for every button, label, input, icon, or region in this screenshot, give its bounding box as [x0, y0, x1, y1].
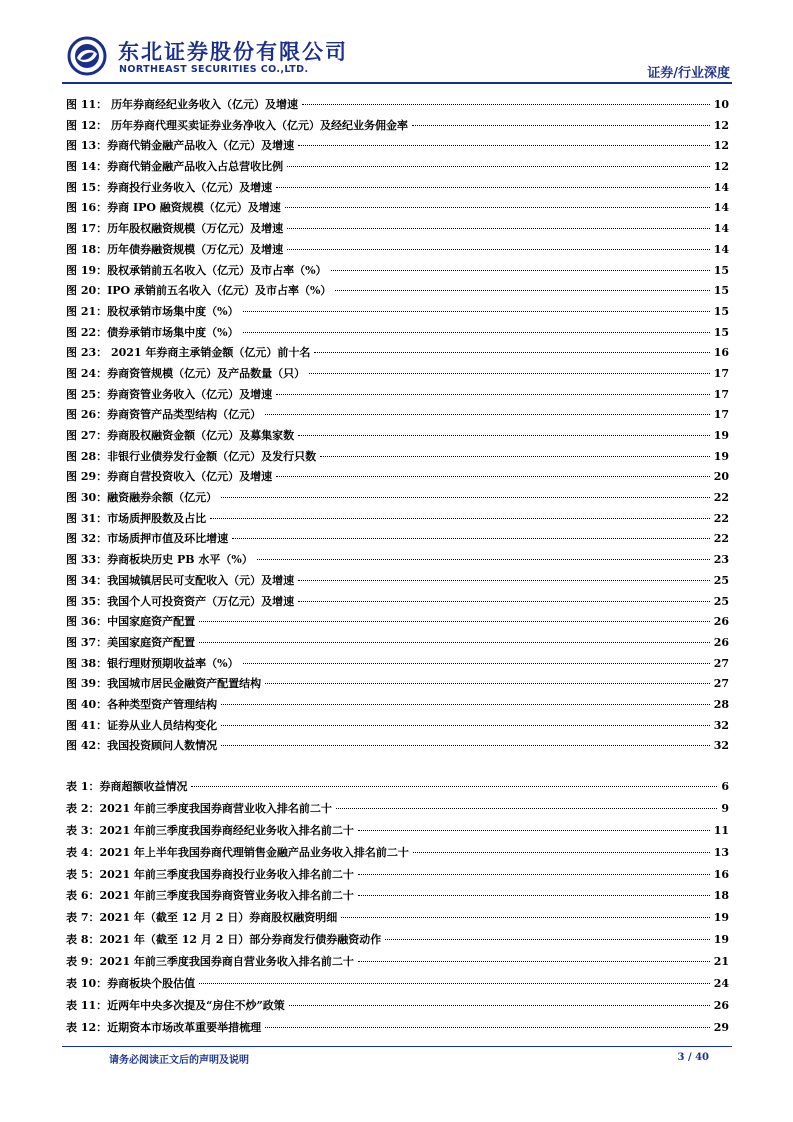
toc-table-entry[interactable]	[66, 800, 729, 822]
toc-figure-entry-page: 23	[713, 553, 729, 567]
dot-leader	[298, 580, 710, 581]
dot-leader	[314, 352, 709, 353]
company-name-cn: 东北证券股份有限公司	[118, 40, 348, 64]
toc-figure-entry[interactable]	[66, 117, 729, 138]
toc-figure-entry-label: 图 14：券商代销金融产品收入占总营收比例	[66, 160, 284, 174]
toc-figure-entry-page: 27	[713, 656, 729, 670]
northeast-securities-logo-icon	[67, 36, 107, 76]
toc-figure-entry-page: 22	[713, 511, 729, 525]
toc-table-entry-label: 表 4：2021 年上半年我国券商代理销售金融产品业务收入排名前二十	[66, 845, 409, 859]
dot-leader	[276, 187, 710, 188]
toc-figure-entry-label: 图 20：IPO 承销前五名收入（亿元）及市占率（%）	[66, 284, 332, 298]
toc-figure-entry[interactable]	[66, 737, 729, 758]
toc-figure-entry[interactable]	[66, 344, 729, 365]
toc-table-entry-page: 26	[713, 998, 729, 1012]
toc-table-entry-label: 表 8：2021 年（截至 12 月 2 日）部分券商发行债券融资动作	[66, 933, 382, 947]
toc-table-entry[interactable]	[66, 844, 729, 866]
dot-leader	[276, 476, 710, 477]
toc-figure-entry[interactable]	[66, 468, 729, 489]
dot-leader	[285, 207, 710, 208]
toc-figure-entry-label: 图 40：各种类型资产管理结构	[66, 697, 218, 711]
dot-leader	[232, 538, 710, 539]
toc-figure-entry-label: 图 25：券商资管业务收入（亿元）及增速	[66, 387, 273, 401]
toc-table-entry-page: 19	[713, 933, 729, 947]
toc-figure-entry[interactable]	[66, 386, 729, 407]
toc-figure-entry-page: 16	[713, 346, 729, 360]
toc-figure-entry-label: 图 32：市场质押市值及环比增速	[66, 532, 229, 546]
dot-leader	[257, 559, 710, 560]
toc-figure-entry-page: 32	[713, 718, 729, 732]
toc-figure-entry-page: 27	[713, 677, 729, 691]
toc-table-entry[interactable]	[66, 822, 729, 844]
toc-figure-entry[interactable]	[66, 530, 729, 551]
toc-figure-entry-page: 14	[713, 180, 729, 194]
toc-figure-entry-page: 10	[713, 98, 729, 111]
toc-figure-entry[interactable]	[66, 613, 729, 634]
toc-table-entry[interactable]	[66, 866, 729, 888]
toc-table-entry-page: 18	[713, 889, 729, 903]
figure-index	[66, 96, 729, 758]
toc-figure-entry-label: 图 34：我国城镇居民可支配收入（元）及增速	[66, 573, 295, 587]
toc-figure-entry-label: 图 28：非银行业债券发行金额（亿元）及发行只数	[66, 449, 317, 463]
toc-table-entry-label: 表 10：券商板块个股估值	[66, 977, 196, 991]
dot-leader	[385, 939, 709, 940]
toc-figure-entry-page: 25	[713, 594, 729, 608]
toc-table-entry-page: 9	[721, 801, 729, 815]
toc-figure-entry-label: 图 22：债券承销市场集中度（%）	[66, 325, 239, 339]
toc-table-entry[interactable]	[66, 953, 729, 975]
toc-table-entry-label: 表 3：2021 年前三季度我国券商经纪业务收入排名前二十	[66, 823, 354, 837]
toc-figure-entry-label: 图 36：中国家庭资产配置	[66, 615, 196, 629]
toc-figure-entry-page: 26	[713, 615, 729, 629]
toc-table-entry-page: 6	[721, 780, 729, 793]
dot-leader	[243, 663, 710, 664]
toc-figure-entry[interactable]	[66, 448, 729, 469]
toc-table-entry-label: 表 9：2021 年前三季度我国券商自营业务收入排名前二十	[66, 955, 354, 969]
dot-leader	[413, 852, 710, 853]
toc-table-entry-label: 表 2：2021 年前三季度我国券商营业收入排名前二十	[66, 801, 332, 815]
toc-figure-entry[interactable]	[66, 324, 729, 345]
toc-figure-entry[interactable]	[66, 489, 729, 510]
toc-figure-entry-page: 12	[713, 160, 729, 174]
toc-figure-entry-label: 图 15：券商投行业务收入（亿元）及增速	[66, 180, 273, 194]
toc-table-entry-label: 表 11：近两年中央多次提及“房住不炒”政策	[66, 998, 285, 1012]
toc-figure-entry-label: 图 27：券商股权融资金额（亿元）及募集家数	[66, 429, 295, 442]
toc-figure-entry-label: 图 21：股权承销市场集中度（%）	[66, 304, 239, 318]
toc-table-entry-label: 表 12：近期资本市场改革重要举措梳理	[66, 1020, 262, 1034]
toc-figure-entry-page: 22	[713, 491, 729, 505]
toc-figure-entry[interactable]	[66, 241, 729, 262]
toc-figure-entry-label: 图 31：市场质押股数及占比	[66, 511, 207, 525]
dot-leader	[191, 786, 717, 787]
toc-figure-entry-page: 28	[713, 697, 729, 711]
dot-leader	[320, 456, 710, 457]
toc-figure-entry-label: 图 30：融资融券余额（亿元）	[66, 491, 218, 505]
dot-leader	[358, 895, 710, 896]
toc-figure-entry-page: 12	[713, 118, 729, 132]
toc-figure-entry[interactable]	[66, 427, 729, 448]
dot-leader	[243, 332, 710, 333]
dot-leader	[199, 621, 710, 622]
dot-leader	[358, 961, 710, 962]
dot-leader	[276, 394, 710, 395]
toc-figure-entry-label: 图 35：我国个人可投资资产（万亿元）及增速	[66, 594, 295, 608]
dot-leader	[298, 601, 710, 602]
toc-figure-entry-page: 26	[713, 635, 729, 649]
toc-table-entry-page: 24	[713, 977, 729, 991]
toc-table-entry-page: 13	[713, 845, 729, 859]
toc-table-entry[interactable]	[66, 1019, 729, 1041]
toc-table-entry[interactable]	[66, 975, 729, 997]
dot-leader	[309, 373, 710, 374]
dot-leader	[331, 270, 710, 271]
toc-figure-entry-page: 15	[713, 263, 729, 277]
toc-figure-entry-page: 15	[713, 284, 729, 298]
table-index	[66, 778, 729, 1041]
dot-leader	[243, 311, 710, 312]
toc-figure-entry-page: 32	[713, 739, 729, 753]
dot-leader	[289, 1005, 710, 1006]
disclaimer-note: 请务必阅读正文后的声明及说明	[109, 1055, 249, 1066]
toc-table-entry-page: 29	[713, 1020, 729, 1034]
dot-leader	[210, 518, 710, 519]
header-divider	[62, 82, 732, 84]
toc-table-entry-label: 表 7：2021 年（截至 12 月 2 日）券商股权融资明细	[66, 911, 338, 925]
toc-figure-entry-label: 图 13：券商代销金融产品收入（亿元）及增速	[66, 139, 295, 153]
toc-figure-entry-label: 图 18：历年债券融资规模（万亿元）及增速	[66, 242, 284, 256]
toc-figure-entry[interactable]	[66, 262, 729, 283]
dot-leader	[265, 683, 710, 684]
dot-leader	[221, 745, 710, 746]
dot-leader	[341, 917, 709, 918]
toc-figure-entry-page: 19	[713, 429, 729, 442]
toc-table-entry[interactable]	[66, 778, 729, 800]
toc-table-entry-page: 16	[713, 867, 729, 881]
toc-figure-entry-page: 14	[713, 201, 729, 215]
toc-figure-entry-page: 15	[713, 325, 729, 339]
toc-figure-entry[interactable]	[66, 282, 729, 303]
toc-figure-entry-page: 12	[713, 139, 729, 153]
page-number: 3 / 40	[677, 1052, 709, 1063]
toc-table-entry-page: 21	[713, 955, 729, 969]
toc-figure-entry-label: 图 19：股权承销前五名收入（亿元）及市占率（%）	[66, 263, 327, 277]
toc-figure-entry-page: 17	[713, 408, 729, 422]
dot-leader	[221, 725, 710, 726]
toc-table-entry-label: 表 6：2021 年前三季度我国券商资管业务收入排名前二十	[66, 889, 354, 903]
dot-leader	[298, 145, 710, 146]
dot-leader	[287, 228, 710, 229]
footer-divider	[62, 1046, 732, 1047]
toc-figure-entry[interactable]	[66, 655, 729, 676]
company-name-en: NORTHEAST SECURITIES CO.,LTD.	[119, 64, 309, 75]
toc-figure-entry-page: 17	[713, 387, 729, 401]
dot-leader	[287, 166, 710, 167]
toc-figure-entry-label: 图 38：银行理财预期收益率（%）	[66, 656, 239, 670]
toc-figure-entry[interactable]	[66, 593, 729, 614]
toc-figure-entry-label: 图 37：美国家庭资产配置	[66, 635, 196, 649]
toc-figure-entry[interactable]	[66, 696, 729, 717]
dot-leader	[199, 642, 710, 643]
toc-figure-entry-page: 15	[713, 304, 729, 318]
dot-leader	[265, 414, 710, 415]
toc-figure-entry[interactable]	[66, 510, 729, 531]
toc-figure-entry-page: 14	[713, 222, 729, 236]
toc-figure-entry[interactable]	[66, 96, 729, 117]
toc-table-entry[interactable]	[66, 997, 729, 1019]
toc-figure-entry-label: 图 11： 历年券商经纪业务收入（亿元）及增速	[66, 98, 298, 111]
toc-figure-entry[interactable]	[66, 717, 729, 738]
toc-figure-entry[interactable]	[66, 199, 729, 220]
toc-figure-entry-label: 图 24：券商资管规模（亿元）及产品数量（只）	[66, 366, 306, 380]
toc-figure-entry-label: 图 26：券商资管产品类型结构（亿元）	[66, 408, 262, 422]
toc-figure-entry[interactable]	[66, 572, 729, 593]
toc-table-entry[interactable]	[66, 909, 729, 931]
dot-leader	[358, 830, 710, 831]
toc-figure-entry-label: 图 23： 2021 年券商主承销金额（亿元）前十名	[66, 346, 311, 360]
toc-table-entry[interactable]	[66, 931, 729, 953]
dot-leader	[302, 104, 710, 105]
page-header	[62, 34, 732, 84]
dot-leader	[199, 983, 710, 984]
toc-figure-entry-label: 图 41：证券从业人员结构变化	[66, 718, 218, 732]
toc-table-entry[interactable]	[66, 887, 729, 909]
toc-figure-entry-page: 17	[713, 366, 729, 380]
dot-leader	[287, 249, 710, 250]
toc-figure-entry-label: 图 33：券商板块历史 PB 水平（%）	[66, 553, 253, 567]
toc-figure-entry[interactable]	[66, 675, 729, 696]
dot-leader	[358, 874, 710, 875]
toc-table-entry-page: 19	[713, 911, 729, 925]
toc-figure-entry-label: 图 29：券商自营投资收入（亿元）及增速	[66, 470, 273, 484]
toc-table-entry-label: 表 5：2021 年前三季度我国券商投行业务收入排名前二十	[66, 867, 354, 881]
dot-leader	[412, 125, 710, 126]
toc-figure-entry-page: 20	[713, 470, 729, 484]
report-category: 证券/行业深度	[647, 66, 730, 81]
toc-figure-entry[interactable]	[66, 158, 729, 179]
toc-figure-entry[interactable]	[66, 551, 729, 572]
toc-table-entry-label: 表 1：券商超额收益情况	[66, 780, 188, 793]
toc-figure-entry-page: 25	[713, 573, 729, 587]
toc-figure-entry[interactable]	[66, 179, 729, 200]
dot-leader	[336, 808, 717, 809]
toc-figure-entry-label: 图 17：历年股权融资规模（万亿元）及增速	[66, 222, 284, 236]
toc-figure-entry[interactable]	[66, 303, 729, 324]
toc-figure-entry-label: 图 16：券商 IPO 融资规模（亿元）及增速	[66, 201, 281, 215]
toc-figure-entry-label: 图 39：我国城市居民金融资产配置结构	[66, 677, 262, 691]
toc-figure-entry[interactable]	[66, 406, 729, 427]
toc-figure-entry[interactable]	[66, 634, 729, 655]
dot-leader	[221, 497, 710, 498]
toc-figure-entry-page: 22	[713, 532, 729, 546]
toc-figure-entry-label: 图 42：我国投资顾问人数情况	[66, 739, 218, 753]
toc-table-entry-page: 11	[713, 823, 729, 837]
dot-leader	[265, 1027, 710, 1028]
dot-leader	[335, 290, 709, 291]
dot-leader	[298, 435, 710, 436]
toc-figure-entry-page: 14	[713, 242, 729, 256]
toc-figure-entry[interactable]	[66, 137, 729, 158]
dot-leader	[221, 704, 710, 705]
toc-figure-entry-page: 19	[713, 449, 729, 463]
toc-figure-entry[interactable]	[66, 365, 729, 386]
toc-figure-entry[interactable]	[66, 220, 729, 241]
toc-figure-entry-label: 图 12： 历年券商代理买卖证券业务净收入（亿元）及经纪业务佣金率	[66, 118, 408, 132]
